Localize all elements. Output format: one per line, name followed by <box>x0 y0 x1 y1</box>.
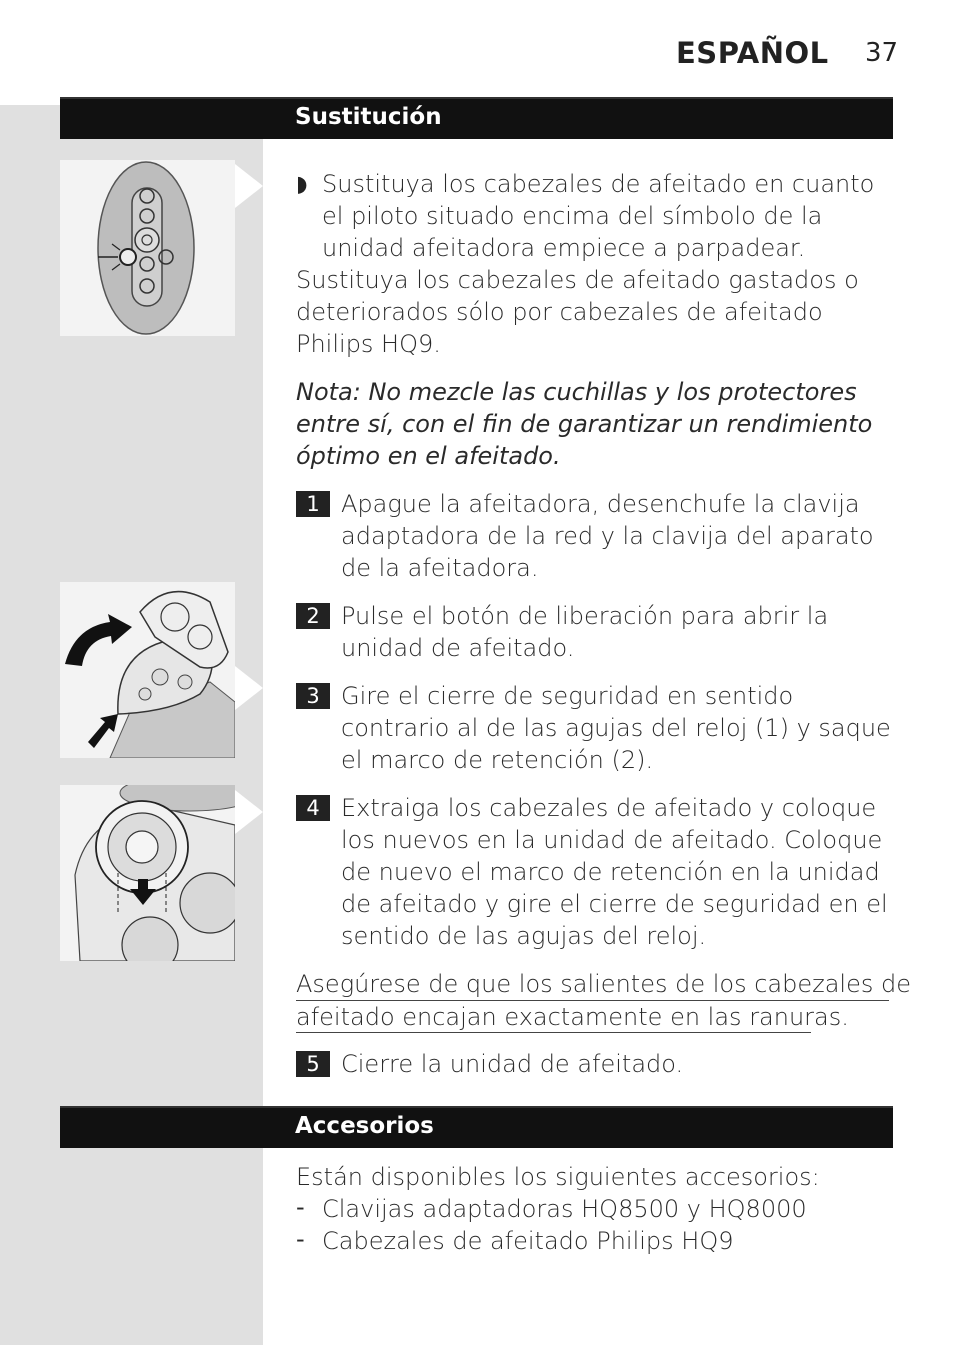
section-bar-sustitucion <box>60 97 893 139</box>
note-text: Nota: No mezcle las cuchillas y los protectores entre sí, con el fin de garantizar un rendimiento óptimo en el afeitado. <box>296 378 873 470</box>
step-number-2: 2 <box>296 603 330 629</box>
illustration-open-unit <box>60 582 235 758</box>
step-number-5: 5 <box>296 1051 330 1077</box>
step-text-3: Gire el cierre de seguridad en sentido contrario al de las agujas del reloj (1) y saque el marco de retención (2). <box>341 682 891 774</box>
section-title: Accesorios <box>295 1113 434 1139</box>
warning-line-1: Asegúrese de que los salientes de los cabezales de <box>296 970 911 998</box>
list-dash: - <box>296 1193 305 1221</box>
step-number-3: 3 <box>296 683 330 709</box>
step-text-5: Cierre la unidad de afeitado. <box>341 1050 684 1078</box>
page-number: 37 <box>865 38 899 68</box>
bullet-marker: ◗ <box>296 172 308 197</box>
section-title: Sustitución <box>295 104 442 130</box>
list-item: Clavijas adaptadoras HQ8500 y HQ8000 <box>322 1195 807 1223</box>
warning-line-2: afeitado encajan exactamente en las ranuras. <box>296 1003 849 1031</box>
step-number-4: 4 <box>296 795 330 821</box>
illustration-remove-heads <box>60 785 235 961</box>
pointer-arrow <box>235 164 263 208</box>
pointer-arrow <box>235 790 263 834</box>
bullet-text: Sustituya los cabezales de afeitado en cuanto el piloto situado encima del símbolo de la unidad afeitadora empiece a parpadear. <box>322 170 875 262</box>
list-item: Cabezales de afeitado Philips HQ9 <box>322 1227 734 1255</box>
step-text-4: Extraiga los cabezales de afeitado y coloque los nuevos en la unidad de afeitado. Coloque de nuevo el marco de retención en la unidad de afeitado y gire el cierre de seguridad en el sentido de las agujas del reloj. <box>341 794 888 950</box>
list-dash: - <box>296 1225 305 1253</box>
illustration-shaver-panel <box>60 160 235 336</box>
pointer-arrow <box>235 666 263 710</box>
paragraph-replace: Sustituya los cabezales de afeitado gastados o deteriorados sólo por cabezales de afeitado Philips HQ9. <box>296 266 859 358</box>
step-text-2: Pulse el botón de liberación para abrir la unidad de afeitado. <box>341 602 829 662</box>
step-text-1: Apague la afeitadora, desenchufe la clavija adaptadora de la red y la clavija del aparato de la afeitadora. <box>341 490 874 582</box>
language-header: ESPAÑOL <box>676 36 829 70</box>
section-bar-accesorios <box>60 1106 893 1148</box>
step-number-1: 1 <box>296 491 330 517</box>
accessories-intro: Están disponibles los siguientes accesorios: <box>296 1163 820 1191</box>
warning-underline-2 <box>296 1032 811 1033</box>
